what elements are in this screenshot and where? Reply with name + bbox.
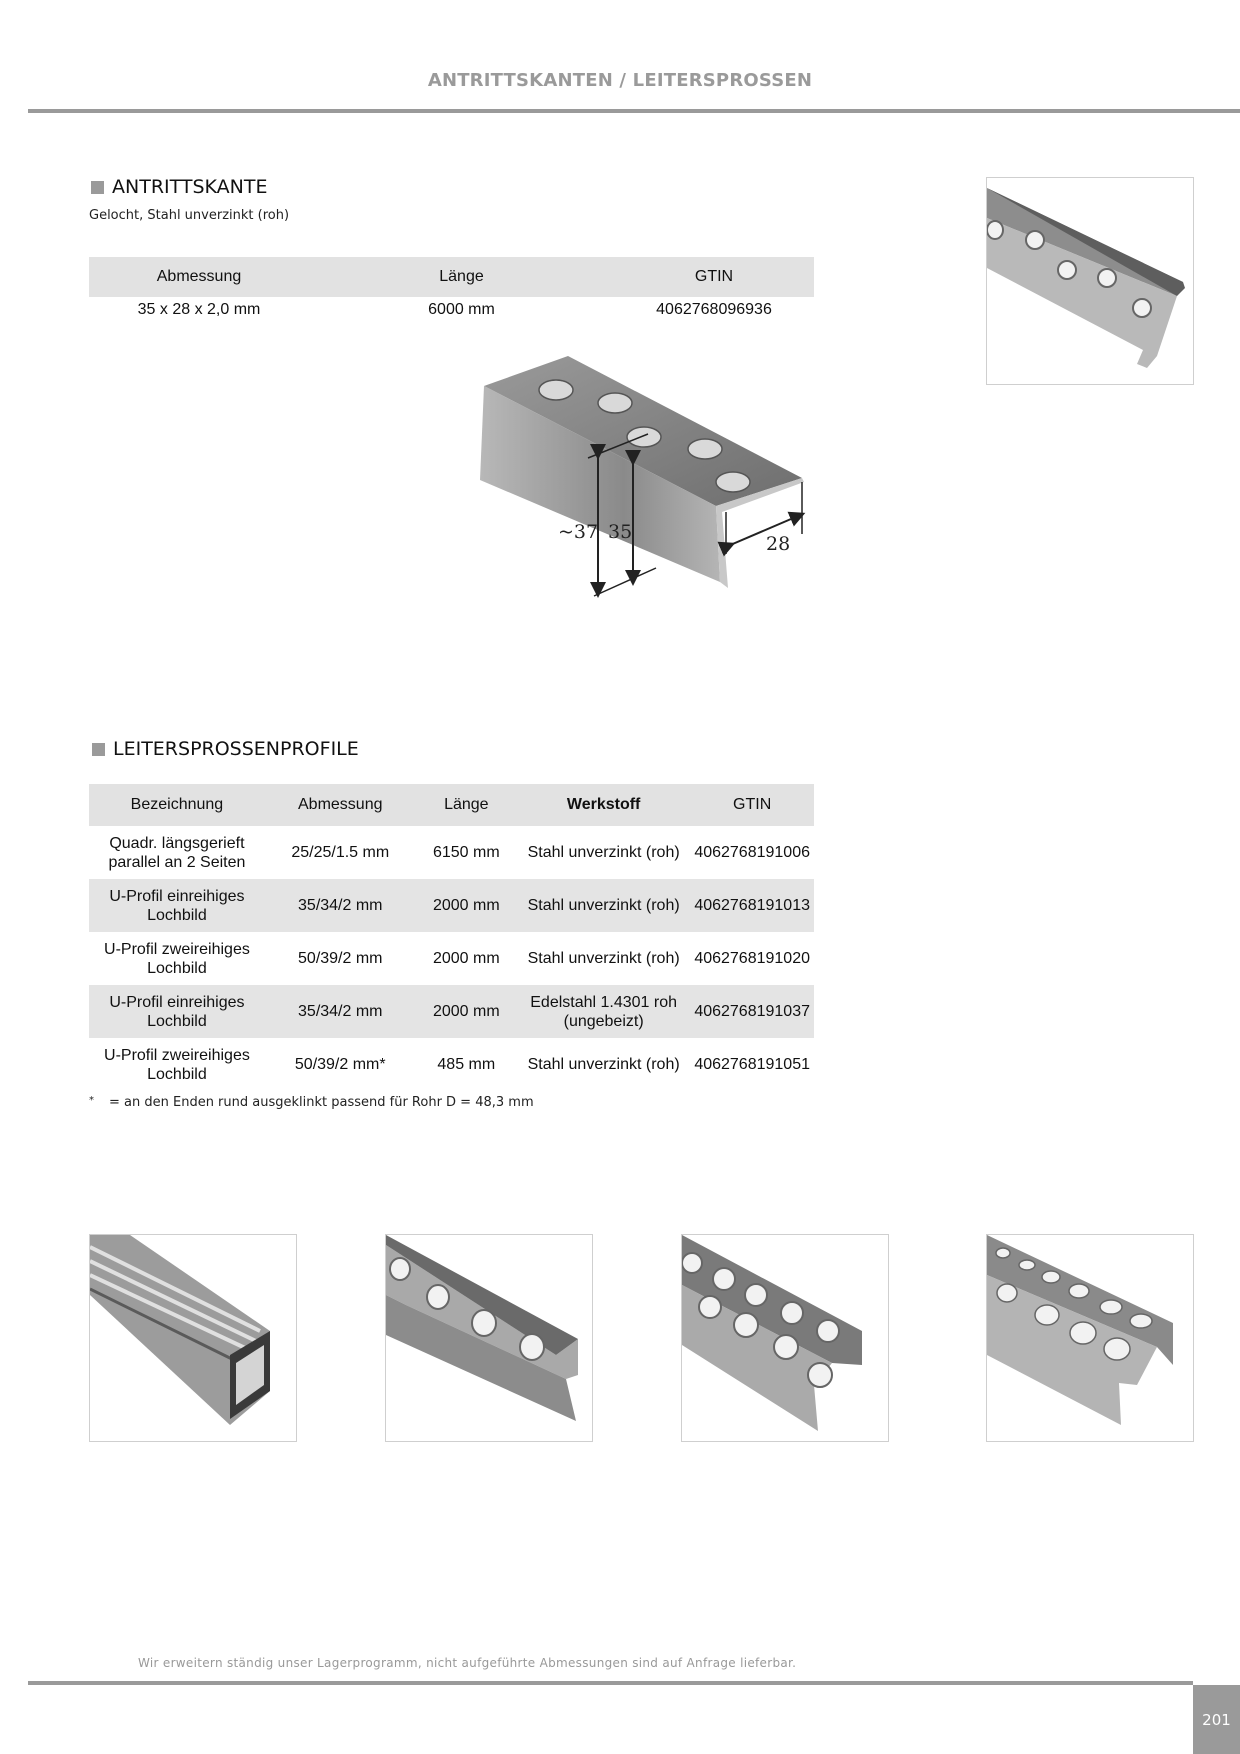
- table-cell: 35/34/2 mm: [265, 879, 416, 932]
- table-cell: 6000 mm: [428, 301, 495, 318]
- table-cell-bezeichnung: Quadr. längsgerieft parallel an 2 Seiten: [108, 834, 246, 871]
- photo-u-profil-einreihig: [385, 1234, 593, 1442]
- table-cell-werkstoff: Stahl unverzinkt (roh): [527, 1056, 680, 1073]
- table-header-row: [89, 784, 814, 826]
- table-header-row: [89, 257, 814, 297]
- column-header: Bezeichnung: [89, 784, 265, 826]
- table-row: [89, 985, 814, 1038]
- section-title-antrittskante: [91, 176, 268, 198]
- antrittskante-technical-drawing: [470, 350, 820, 620]
- table-cell-werkstoff: Stahl unverzinkt (roh): [517, 879, 690, 932]
- table-cell: 2000 mm: [416, 879, 517, 932]
- footnote: [89, 1095, 534, 1110]
- table-cell: 50/39/2 mm: [298, 950, 383, 967]
- table-cell-werkstoff: Stahl unverzinkt (roh): [527, 950, 680, 967]
- hole-icon: [716, 472, 750, 492]
- table-cell: 4062768191051: [694, 1056, 810, 1073]
- table-row: [89, 879, 814, 932]
- table-cell: 6150 mm: [432, 844, 500, 861]
- dimension-label-height: 35: [608, 521, 633, 543]
- column-header: Werkstoff: [517, 784, 690, 826]
- hole-icon: [688, 439, 722, 459]
- table-cell: 4062768096936: [656, 301, 772, 318]
- dimension-label-total-height: ~37: [558, 521, 599, 543]
- column-header: GTIN: [614, 257, 814, 297]
- antrittskante-photo: [986, 177, 1194, 385]
- photo-quadr-laengsgerieft: [89, 1234, 297, 1442]
- table-cell: 2000 mm: [432, 950, 500, 967]
- table-cell: 50/39/2 mm*: [294, 1056, 386, 1073]
- table-cell: 35/34/2 mm: [265, 985, 416, 1038]
- header-divider: [28, 109, 1240, 113]
- column-header: Abmessung: [265, 784, 416, 826]
- table-row: [89, 1038, 814, 1091]
- hole-icon: [598, 393, 632, 413]
- table-cell-bezeichnung: U-Profil zweireihiges Lochbild: [104, 1046, 250, 1083]
- table-row: [89, 826, 814, 879]
- leitersprossen-table: [89, 784, 814, 1091]
- antrittskante-table: [89, 257, 814, 323]
- table-cell: 4062768191013: [690, 879, 814, 932]
- dimension-label-width: 28: [766, 533, 791, 555]
- hole-icon: [539, 380, 573, 400]
- table-cell: 4062768191037: [690, 985, 814, 1038]
- column-header: Länge: [416, 784, 517, 826]
- section-bullet-icon: [91, 181, 104, 194]
- table-row: [89, 932, 814, 985]
- photo-u-profil-zweireihig: [681, 1234, 889, 1442]
- section-subtitle: Gelocht, Stahl unverzinkt (roh): [89, 208, 290, 223]
- table-cell: 35 x 28 x 2,0 mm: [137, 301, 261, 318]
- table-cell: 4062768191006: [694, 844, 810, 861]
- column-header: GTIN: [690, 784, 814, 826]
- table-cell: 485 mm: [437, 1056, 496, 1073]
- table-cell-bezeichnung: U-Profil einreihiges Lochbild: [89, 985, 265, 1038]
- section-bullet-icon: [92, 743, 105, 756]
- table-cell: 4062768191020: [694, 950, 810, 967]
- photo-u-profil-zweireihig-ausgeklinkt: [986, 1234, 1194, 1442]
- table-cell-bezeichnung: U-Profil einreihiges Lochbild: [89, 879, 265, 932]
- section-title-text: ANTRITTSKANTE: [112, 176, 268, 198]
- table-row: [89, 297, 814, 323]
- column-header: Länge: [309, 257, 614, 297]
- table-cell: 2000 mm: [416, 985, 517, 1038]
- table-cell-werkstoff: Edelstahl 1.4301 roh (ungebeizt): [517, 985, 690, 1038]
- section-title-text: LEITERSPROSSENPROFILE: [113, 738, 359, 760]
- hole-icon: [627, 427, 661, 447]
- page-number: 201: [1193, 1685, 1240, 1754]
- extension-line: [594, 568, 656, 596]
- footnote-text: = an den Enden rund ausgeklinkt passend für Rohr D = 48,3 mm: [109, 1095, 534, 1110]
- footer-divider: [28, 1681, 1193, 1685]
- page-header-title: ANTRITTSKANTEN / LEITERSPROSSEN: [427, 70, 813, 91]
- column-header: Abmessung: [89, 257, 309, 297]
- footer-note: Wir erweitern ständig unser Lagerprogramm, nicht aufgeführte Abmessungen sind auf Anfrage lieferbar.: [138, 1656, 797, 1670]
- table-cell: 25/25/1.5 mm: [291, 844, 390, 861]
- section-title-leitersprossenprofile: [92, 738, 359, 760]
- footnote-mark: *: [89, 1095, 94, 1106]
- table-cell-werkstoff: Stahl unverzinkt (roh): [527, 844, 680, 861]
- table-cell-bezeichnung: U-Profil zweireihiges Lochbild: [104, 940, 250, 977]
